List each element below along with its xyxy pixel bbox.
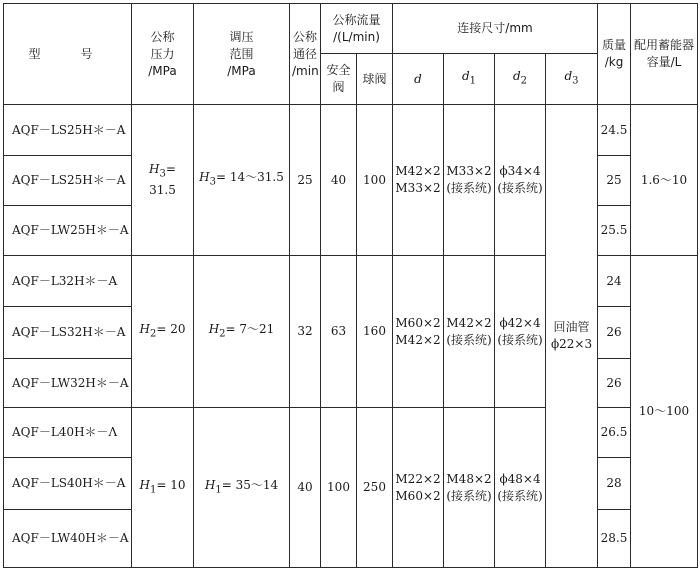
ball-flow-cell: 160	[357, 256, 393, 408]
mass-cell: 26	[598, 359, 631, 408]
mass-cell: 28.5	[598, 510, 631, 568]
mass-cell: 25.5	[598, 206, 631, 256]
bore-cell: 40	[290, 408, 321, 568]
range-cell: $H_1=$ 35～14	[194, 408, 290, 568]
safety-flow-cell: 63	[321, 256, 357, 408]
d-cell: M60×2 M42×2	[393, 256, 444, 408]
header-mass: 质量 /kg	[598, 4, 631, 105]
range-cell: $H_2=$ 7～21	[194, 256, 290, 408]
d1-cell: M42×2 (接系统)	[444, 256, 495, 408]
d3-cell: 回油管 ϕ22×3	[546, 105, 598, 568]
header-d3: $d_3$	[546, 54, 598, 105]
d2-cell: ϕ42×4 (接系统)	[495, 256, 546, 408]
mass-cell: 24	[598, 256, 631, 307]
header-range: 调压 范围 /MPa	[194, 4, 290, 105]
range-cell: $H_3=$ 14～31.5	[194, 105, 290, 256]
header-d2: $d_2$	[495, 54, 546, 105]
d1-cell: M48×2 (接系统)	[444, 408, 495, 568]
pressure-cell: $H_1= 10$	[132, 408, 194, 568]
table-row-model: AQF－LW32H＊－A	[4, 359, 132, 408]
d-cell: M22×2 M60×2	[393, 408, 444, 568]
pressure-cell: $H_2= 20$	[132, 256, 194, 408]
d1-cell: M33×2 (接系统)	[444, 105, 495, 256]
pressure-cell: $H_3= 31.5$	[132, 105, 194, 256]
table-row-model: AQF－LS25H＊－A	[4, 156, 132, 206]
header-ball-valve: 球阀	[357, 54, 393, 105]
header-safety-valve: 安全 阀	[321, 54, 357, 105]
d2-cell: ϕ48×4 (接系统)	[495, 408, 546, 568]
header-model: 型 号	[4, 4, 132, 105]
ball-flow-cell: 100	[357, 105, 393, 256]
table-row-model: AQF－LW40H＊－A	[4, 510, 132, 568]
header-accumulator: 配用蓄能器 容量/L	[631, 4, 698, 105]
mass-cell: 24.5	[598, 105, 631, 156]
header-connection: 连接尺寸/mm	[393, 4, 598, 54]
safety-flow-cell: 40	[321, 105, 357, 256]
table-row-model: AQF－LS32H＊－A	[4, 307, 132, 359]
header-d1: $d_1$	[444, 54, 495, 105]
mass-cell: 28	[598, 458, 631, 510]
bore-cell: 25	[290, 105, 321, 256]
d2-cell: ϕ34×4 (接系统)	[495, 105, 546, 256]
spec-table	[3, 3, 698, 568]
header-d: d	[393, 54, 444, 105]
accumulator-cell: 1.6～10	[631, 105, 698, 256]
d-cell: M42×2 M33×2	[393, 105, 444, 256]
table-row-model: AQF－L32H＊－A	[4, 256, 132, 307]
table-row-model: AQF－LS25H＊－A	[4, 105, 132, 156]
bore-cell: 32	[290, 256, 321, 408]
header-bore: 公称 通径 /min	[290, 4, 321, 105]
mass-cell: 26.5	[598, 408, 631, 458]
header-flow: 公称流量 /(L/min)	[321, 4, 393, 54]
header-pressure: 公称 压力 /MPa	[132, 4, 194, 105]
safety-flow-cell: 100	[321, 408, 357, 568]
ball-flow-cell: 250	[357, 408, 393, 568]
table-row-model: AQF－L40H＊－Λ	[4, 408, 132, 458]
accumulator-cell: 10～100	[631, 256, 698, 568]
mass-cell: 26	[598, 307, 631, 359]
mass-cell: 25	[598, 156, 631, 206]
table-row-model: AQF－LS40H＊－A	[4, 458, 132, 510]
table-row-model: AQF－LW25H＊－A	[4, 206, 132, 256]
